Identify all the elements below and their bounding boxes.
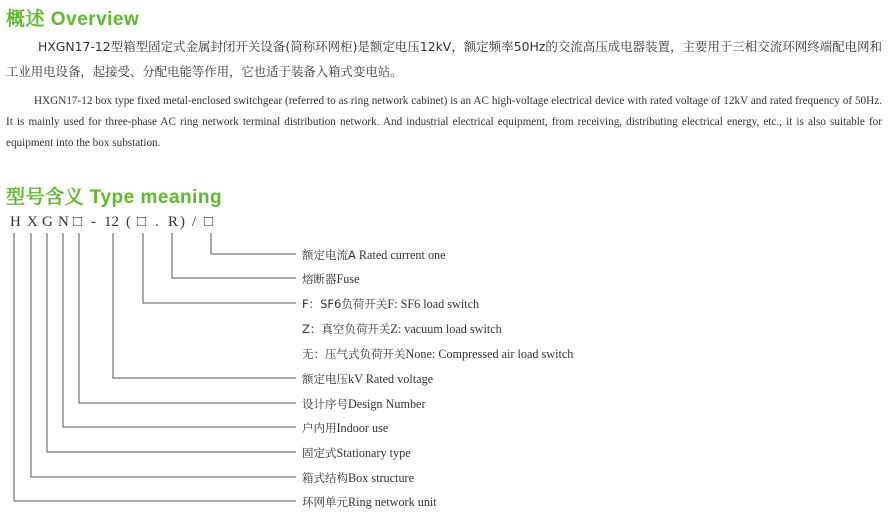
type-meaning-heading: 型号含义 Type meaning: [6, 187, 223, 208]
leader-line-fuse: [172, 233, 296, 278]
code-placeholder-switch: □: [137, 214, 147, 230]
code-letter-n: N: [58, 214, 69, 230]
code-close-paren: ): [180, 214, 185, 230]
label-rated-current: 额定电流A Rated current one: [302, 248, 446, 262]
label-box-structure: 箱式结构Box structure: [302, 471, 415, 485]
label-sf6-switch: F：SF6负荷开关F: SF6 load switch: [302, 297, 480, 311]
leader-line-ring: [14, 233, 296, 501]
code-dot: .: [155, 214, 159, 230]
label-stationary-type: 固定式Stationary type: [302, 446, 411, 460]
code-placeholder-current: □: [204, 214, 214, 230]
code-letter-r: R: [168, 214, 179, 230]
overview-chinese-paragraph: HXGN17-12型箱型固定式金属封闭开关设备(简称环网柜)是额定电压12kV，额定频率50Hz的交流高压成电器装置，主要用于三相交流环网终端配电网和工业用电设备，起接受、分配电能等作用，它也适于装备入箱式变电站。: [6, 39, 882, 79]
code-placeholder-design: □: [73, 214, 83, 230]
leader-line-switch: [143, 233, 296, 303]
leader-line-current: [211, 233, 296, 254]
leader-line-indoor: [63, 233, 296, 427]
leader-line-box: [31, 233, 296, 477]
code-dash: -: [91, 214, 96, 230]
code-letter-h: H: [10, 214, 21, 230]
label-vacuum-switch: Z：真空负荷开关Z: vacuum load switch: [302, 322, 502, 336]
code-slash: /: [192, 214, 197, 230]
label-ring-network-unit: 环网单元Ring network unit: [302, 495, 437, 509]
label-fuse: 熔断器Fuse: [302, 272, 360, 286]
code-letter-g: G: [42, 214, 53, 230]
leader-line-voltage: [113, 233, 296, 378]
overview-heading: 概述 Overview: [6, 9, 140, 30]
code-open-paren: (: [126, 214, 131, 230]
label-air-switch: 无：压气式负荷开关None: Compressed air load switch: [302, 347, 574, 361]
label-indoor-use: 户内用Indoor use: [302, 421, 389, 435]
code-letter-x: X: [27, 214, 38, 230]
label-rated-voltage: 额定电压kV Rated voltage: [302, 372, 434, 386]
label-design-number: 设计序号Design Number: [302, 397, 426, 411]
code-voltage: 12: [104, 214, 119, 230]
overview-english-paragraph: HXGN17-12 box type fixed metal-enclosed switchgear (referred to as ring network cabinet) is an AC high-voltage electrical device with rated voltage of 12kV and rated frequency of 50Hz. It is mainly used for three-phase AC ring network terminal distribution network. And industrial electrical equipment, from receiving, distributing electrical energy, etc., it is also suitable for equipment into the box substation.: [6, 95, 882, 149]
